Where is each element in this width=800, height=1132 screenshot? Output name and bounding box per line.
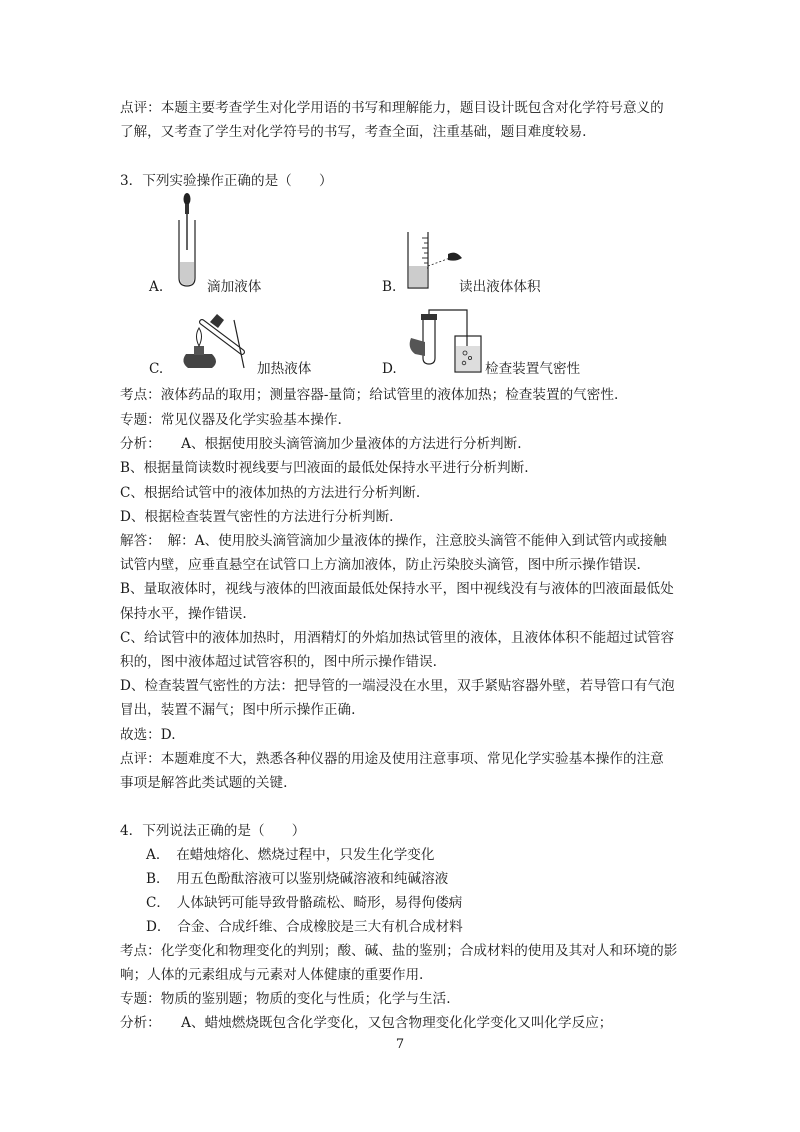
q3-fenxi-line: D、根据检查装置气密性的方法进行分析判断. [120,509,394,525]
q4-kaodian-line: 考点：化学变化和物理变化的判别；酸、碱、盐的鉴别；合成材料的使用及其对人和环境的影 [120,943,678,959]
q3-jieda-line: B、量取液体时，视线与液体的凹液面最低处保持水平，图中视线没有与液体的凹液面最低处 [120,581,674,597]
q2-comment-line-2: 了解，又考查了学生对化学符号的书写，考查全面，注重基础，题目难度较易. [120,124,587,140]
q3-option-b-label: 读出液体体积 [459,279,541,295]
q4-option-d: D． 合金、合成纤维、合成橡胶是三大有机合成材料 [146,919,463,935]
q4-option-a: A． 在蜡烛熔化、燃烧过程中，只发生化学变化 [146,847,435,863]
q3-jieda-line: 保持水平，操作错误. [120,606,247,622]
q3-dianping-line: 点评：本题难度不大，熟悉各种仪器的用途及使用注意事项、常见化学实验基本操作的注意 [120,751,664,767]
q3-option-d-label: 检查装置气密性 [485,361,581,377]
q3-stem: 3．下列实验操作正确的是（ ） [120,173,333,189]
q3-jieda-line: 解答： 解：A、使用胶头滴管滴加少量液体的操作，注意胶头滴管不能伸入到试管内或接触 [120,533,667,549]
q3-option-d-letter: D. [382,361,397,377]
q3-option-c-letter: C. [149,361,164,377]
q3-fenxi-line: 分析： A、根据使用胶头滴管滴加少量液体的方法进行分析判断. [120,436,522,452]
dropper-test-tube-figure [170,190,210,290]
q3-jieda-line: 试管内壁，应垂直悬空在试管口上方滴加液体，防止污染胶头滴管，图中所示操作错误. [120,557,641,573]
q3-jieda-line: 冒出，装置不漏气；图中所示操作正确. [120,702,356,718]
q3-fenxi-line: C、根据给试管中的液体加热的方法进行分析判断. [120,485,421,501]
airtightness-check-figure [405,308,485,378]
heating-test-tube-figure [172,310,257,375]
q3-fenxi-line: B、根据量筒读数时视线要与凹液面的最低处保持水平进行分析判断. [120,460,529,476]
page-number: 7 [395,1037,405,1052]
q4-zhuanti: 专题：物质的鉴别题；物质的变化与性质；化学与生活. [120,991,451,1007]
q4-option-b: B． 用五色酚酞溶液可以鉴别烧碱溶液和纯碱溶液 [146,871,449,887]
q3-dianping-line: 事项是解答此类试题的关键. [120,775,288,791]
q2-comment-line-1: 点评：本题主要考查学生对化学用语的书写和理解能力，题目设计既包含对化学符号意义的 [120,100,664,116]
q3-jieda-line: C、给试管中的液体加热时，用酒精灯的外焰加热试管里的液体，且液体体积不能超过试管容 [120,630,675,646]
q3-option-c-label: 加热液体 [257,361,312,377]
q3-kaodian: 考点：液体药品的取用；测量容器-量筒；给试管里的液体加热；检查装置的气密性. [120,387,619,403]
q3-option-b-letter: B. [382,279,397,295]
q3-option-a-letter: A. [149,279,164,295]
q3-answer: 故选：D. [120,727,176,743]
q3-zhuanti: 专题：常见仪器及化学实验基本操作. [120,412,342,428]
q3-option-a-label: 滴加液体 [207,279,262,295]
q4-stem: 4．下列说法正确的是（ ） [120,823,306,839]
q4-option-c: C． 人体缺钙可能导致骨骼疏松、畸形，易得佝偻病 [146,895,463,911]
q3-jieda-line: 积的，图中液体超过试管容积的，图中所示操作错误. [120,654,437,670]
q4-kaodian-line: 响；人体的元素组成与元素对人体健康的重要作用. [120,967,424,983]
q3-jieda-line: D、检查装置气密性的方法：把导管的一端浸没在水里，双手紧贴容器外壁，若导管口有气泡 [120,678,675,694]
q4-fenxi: 分析： A、蜡烛燃烧既包含化学变化，又包含物理变化化学变化又叫化学反应； [120,1015,613,1031]
